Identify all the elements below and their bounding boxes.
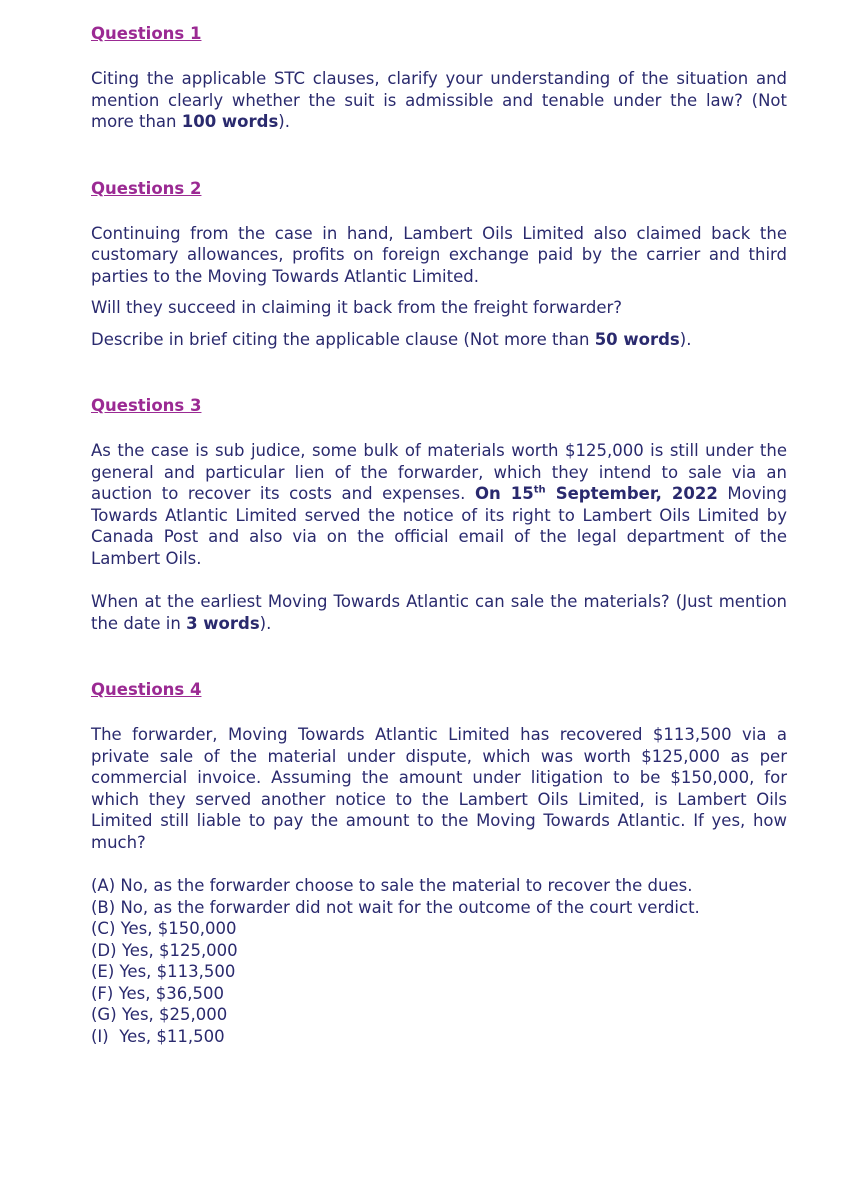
question-1-text [91, 68, 787, 133]
question-4-options [91, 875, 787, 1047]
option-c: (C) Yes, $150,000 [91, 919, 237, 938]
option-f: (F) Yes, $36,500 [91, 983, 224, 1003]
question-4-text: The forwarder, Moving Towards Atlantic Limited has recovered $113,500 via a private sale of the material under dispute, which was worth $125,000 as per commercial invoice. Assuming the amount under litigation to be $150,000, for which they served another notice to the Lambert Oils Limited, is Lambert Oils Limited still liable to pay the amount to the Moving Towards Atlantic. If yes, how much? [91, 725, 787, 852]
question-1-body: Citing the applicable STC clauses, clarify your understanding of the situation and mention clearly whether the suit is admissible and tenable under the law? (Not more than [91, 69, 787, 131]
question-3-tail: ). [259, 613, 272, 633]
question-3-paragraph-2 [91, 591, 787, 634]
question-3-word-limit: 3 words [186, 613, 260, 633]
option-e: (E) Yes, $113,500 [91, 962, 236, 981]
option-i: (I) Yes, $11,500 [91, 1026, 225, 1046]
option-g: (G) Yes, $25,000 [91, 1005, 228, 1024]
question-2-paragraph-1: Continuing from the case in hand, Lambert Oils Limited also claimed back the customary allowances, profits on foreign exchange paid by the carrier and third parties to the Moving Towards Atlantic Limited. [91, 223, 787, 286]
question-2-paragraph-3 [91, 329, 787, 351]
question-2-word-limit: 50 words [594, 329, 680, 349]
option-a: (A) No, as the forwarder choose to sale the material to recover the dues. [91, 876, 693, 895]
question-2-heading: Questions 2 [91, 178, 202, 198]
question-1-heading: Questions 1 [91, 24, 202, 43]
question-2-tail: ). [679, 329, 692, 349]
question-4-heading: Questions 4 [91, 680, 202, 699]
question-3-date-suffix: th [533, 484, 546, 496]
question-3-instruction: When at the earliest Moving Towards Atlantic can sale the materials? (Just mention the date in [91, 592, 787, 633]
question-2-instruction: Describe in brief citing the applicable clause (Not more than [91, 329, 595, 349]
option-b: (B) No, as the forwarder did not wait for the outcome of the court verdict. [91, 897, 700, 917]
question-1-word-limit: 100 words [181, 112, 279, 131]
question-3-body: As the case is sub judice, some bulk of materials worth $125,000 is still under the general and particular lien of the forwarder, which they intend to sale via an auction to recover its costs and expenses. [91, 441, 787, 503]
question-3-date-b: September, 2022 [545, 484, 718, 503]
question-3-heading: Questions 3 [91, 396, 202, 415]
question-2-paragraph-2: Will they succeed in claiming it back from the freight forwarder? [91, 298, 623, 317]
question-3-date-a: On 15 [474, 484, 534, 503]
document-page [91, 22, 787, 1047]
question-3-paragraph-1 [91, 440, 787, 569]
question-1-tail: ). [278, 112, 290, 131]
option-d: (D) Yes, $125,000 [91, 940, 238, 960]
question-3-body-tail: Moving Towards Atlantic Limited served the notice of its right to Lambert Oils Limited by Canada Post and also via on the official email of the legal department of the Lambert Oils. [91, 484, 787, 568]
